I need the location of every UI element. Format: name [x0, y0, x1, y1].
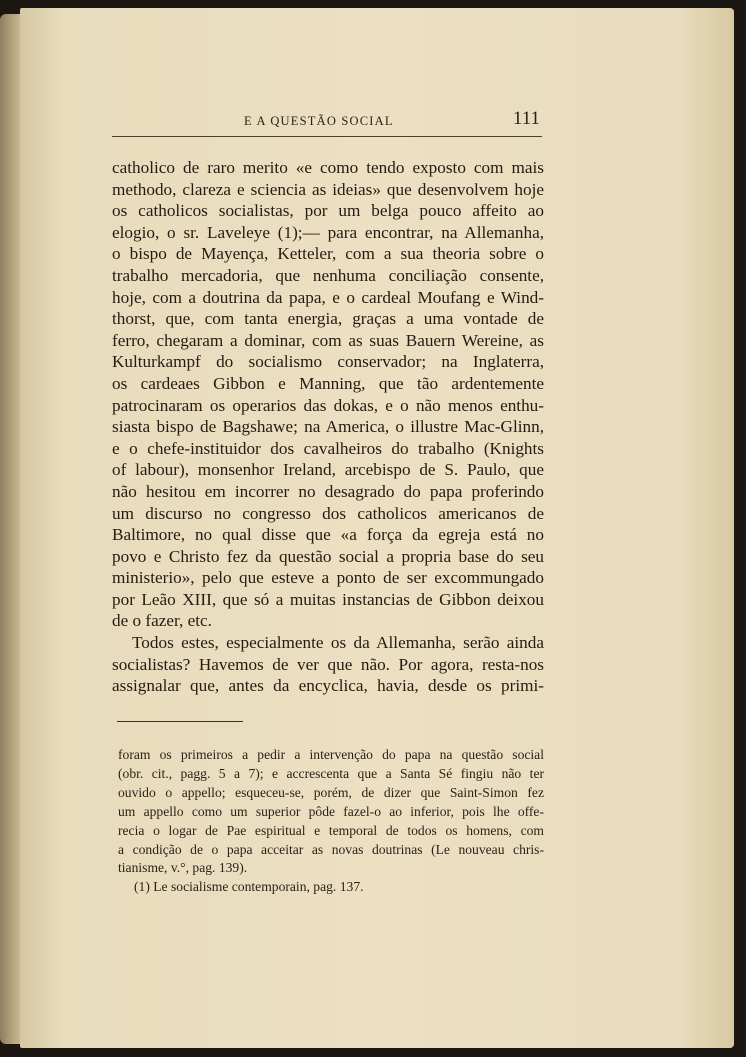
body-line: elogio, o sr. Laveleye (1);— para encontrar, na Allemanha, [112, 222, 544, 242]
body-line: Baltimore, no qual disse que «a força da egreja está no [112, 525, 544, 545]
running-head [112, 108, 542, 132]
body-line: of labour), monsenhor Ireland, arcebispo de S. Paulo, que [112, 460, 544, 480]
header-rule [112, 136, 542, 137]
footnote-line: (obr. cit., pagg. 5 a 7); e accrescenta que a Santa Sé fingiu não ter [118, 765, 544, 781]
footnote-line: foram os primeiros a pedir a intervenção do papa na questão social [118, 747, 544, 762]
body-line: catholico de raro merito «e como tendo exposto com mais [112, 158, 544, 177]
body-line: Kulturkampf do socialismo conservador; na Inglaterra, [112, 352, 544, 372]
body-line: assignalar que, antes da encyclica, havia, desde os primi- [112, 676, 544, 696]
footnote-line: a condição de o papa acceitar as novas doutrinas (Le nouveau chris- [118, 841, 544, 857]
footnote-line: ouvido o appello; esqueceu-se, porém, de dizer que Saint-Simon fez [118, 784, 544, 800]
body-line: hoje, com a doutrina da papa, e o cardeal Moufang e Wind- [112, 287, 544, 307]
footnote-line: um appello como um superior pôde fazel-o ao inferior, pois lhe offe- [118, 803, 544, 819]
body-line: os catholicos socialistas, por um belga pouco affeito ao [112, 201, 544, 221]
body-line: thorst, que, com tanta energia, graças a uma vontade de [112, 309, 544, 329]
body-line: ministerio», pelo que esteve a ponto de ser excommungado [112, 568, 544, 588]
footnote-line: recia o logar de Pae espiritual e temporal de todos os homens, com [118, 822, 544, 838]
body-line: por Leão XIII, que só a muitas instancias de Gibbon deixou [112, 589, 544, 609]
footnote-rule [117, 721, 243, 722]
body-line: Todos estes, especialmente os da Allemanha, serão ainda [132, 633, 544, 653]
body-line: povo e Christo fez da questão social a propria base do seu [112, 546, 544, 566]
footnotes [118, 746, 544, 897]
page-number: 111 [512, 108, 540, 129]
footnote-line: (1) Le socialisme contemporain, pag. 137. [134, 879, 364, 895]
body-line: methodo, clareza e sciencia as ideias» que desenvolvem hoje [112, 179, 544, 199]
body-line: um discurso no congresso dos catholicos americanos de [112, 503, 544, 523]
body-line: o bispo de Mayença, Ketteler, com a sua theoria sobre o [112, 244, 544, 264]
body-line: ferro, chegaram a dominar, com as suas Bauern Wereine, as [112, 330, 544, 350]
footnote-line: tianisme, v.°, pag. 139). [118, 860, 248, 876]
body-line: trabalho mercadoria, que nenhuma conciliação consente, [112, 265, 544, 285]
body-line: não hesitou em incorrer no desagrado do papa proferindo [112, 481, 544, 501]
running-head-title: E A QUESTÃO SOCIAL [244, 114, 394, 128]
body-line: os cardeaes Gibbon e Manning, que tão ardentemente [112, 373, 544, 393]
body-line: socialistas? Havemos de ver que não. Por agora, resta-nos [112, 654, 544, 674]
body-line: patrocinaram os operarios das dokas, e o não menos enthu- [112, 395, 544, 415]
body-line: de o fazer, etc. [112, 611, 212, 631]
body-text [112, 157, 544, 697]
body-line: e o chefe-instituidor dos cavalheiros do trabalho (Knights [112, 438, 544, 458]
body-line: siasta bispo de Bagshawe; na America, o illustre Mac-Glinn, [112, 417, 544, 437]
